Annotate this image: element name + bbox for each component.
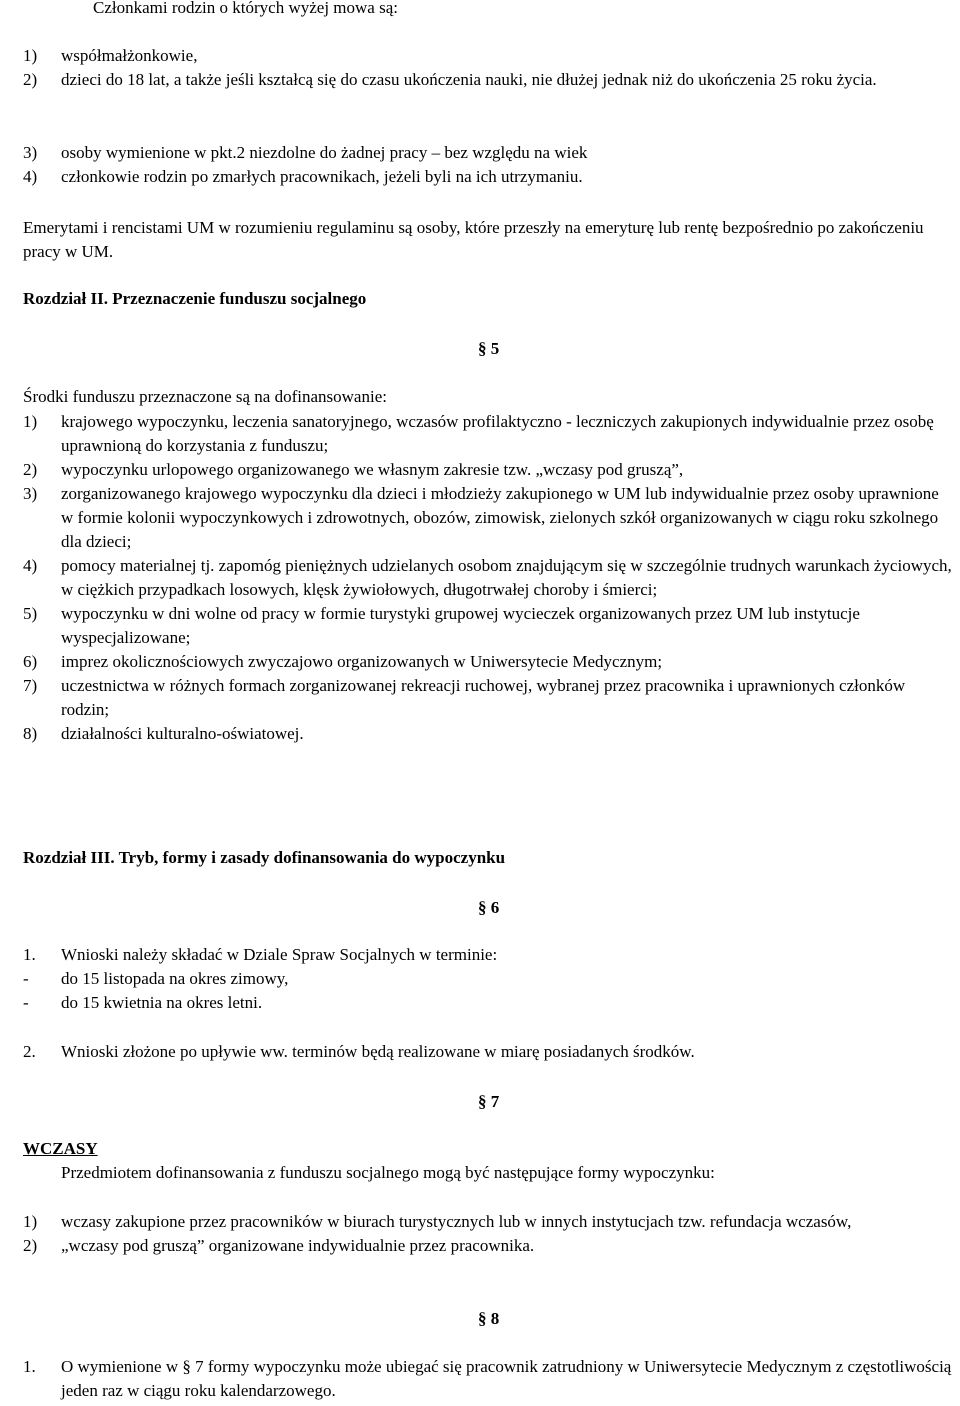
list-item: - do 15 listopada na okres zimowy,	[23, 969, 289, 988]
list-item: 3) osoby wymienione w pkt.2 niezdolne do żadnej pracy – bez względu na wiek	[23, 143, 588, 162]
list-item: 2) dzieci do 18 lat, a także jeśli kształcą się do czasu ukończenia nauki, nie dłużej jednak niż do ukończenia 25 roku życia.	[23, 70, 877, 89]
list-item: 1) krajowego wypoczynku, leczenia sanatoryjnego, wczasów profilaktyczno - leczniczych zakupionych indywidualnie przez osobę uprawnioną do korzystania z funduszu;	[23, 412, 934, 455]
chapter-3-heading: Rozdział III. Tryb, formy i zasady dofinansowania do wypoczynku	[23, 848, 506, 867]
list-item: 6) imprez okolicznościowych zwyczajowo organizowanych w Uniwersytecie Medycznym;	[23, 652, 663, 671]
list-item: 8) działalności kulturalno-oświatowej.	[23, 724, 304, 743]
section-6-list	[23, 943, 953, 1015]
section-7-marker: § 7	[478, 1092, 500, 1111]
list-item: - do 15 kwietnia na okres letni.	[23, 993, 263, 1012]
list-item: 1. O wymienione w § 7 formy wypoczynku może ubiegać się pracownik zatrudniony w Uniwersytecie Medycznym z częstotliwością jeden raz w ciągu roku kalendarzowego.	[23, 1357, 952, 1400]
funds-list	[23, 410, 953, 746]
section-6-marker: § 6	[478, 898, 500, 917]
list-item: 4) pomocy materialnej tj. zapomóg pieniężnych udzielanych osobom znajdującym się w szczególnie trudnych warunkach życiowych, w ciężkich przypadkach losowych, klęsk żywiołowych, długotrwałej choroby i śmierci;	[23, 556, 952, 599]
list-item: 2. Wnioski złożone po upływie ww. terminów będą realizowane w miarę posiadanych środków.	[23, 1042, 695, 1061]
family-members-list-b	[23, 141, 953, 189]
section-8-list	[23, 1355, 953, 1403]
list-item: 1. Wnioski należy składać w Dziale Spraw Socjalnych w terminie:	[23, 945, 498, 964]
list-item: 5) wypoczynku w dni wolne od pracy w formie turystyki grupowej wycieczek organizowanych przez UM lub instytucje wyspecjalizowane;	[23, 604, 860, 647]
list-item: 4) członkowie rodzin po zmarłych pracownikach, jeżeli byli na ich utrzymaniu.	[23, 167, 583, 186]
section-8-marker: § 8	[478, 1309, 500, 1328]
wczasy-list	[23, 1210, 953, 1258]
chapter-2-heading: Rozdział II. Przeznaczenie funduszu socjalnego	[23, 289, 367, 308]
list-item: 3) zorganizowanego krajowego wypoczynku dla dzieci i młodzieży zakupionego w UM lub indywidualnie przez osoby uprawnione w formie kolonii wypoczynkowych i zdrowotnych, obozów, zimowisk, zielonych szkół organizowanych w ciągu roku szkolnego dla dzieci;	[23, 484, 939, 551]
section-5-marker: § 5	[478, 339, 500, 358]
list-item: 1) współmałżonkowie,	[23, 46, 198, 65]
section-6-item-2	[23, 1040, 953, 1064]
family-members-list-a	[23, 44, 953, 92]
wczasy-intro: Przedmiotem dofinansowania z funduszu socjalnego mogą być następujące formy wypoczynku:	[61, 1163, 715, 1182]
family-members-intro: Członkami rodzin o których wyżej mowa są:	[93, 0, 398, 17]
list-item: 2) „wczasy pod gruszą” organizowane indywidualnie przez pracownika.	[23, 1236, 535, 1255]
wczasy-heading: WCZASY	[23, 1139, 98, 1158]
retirees-paragraph: Emerytami i rencistami UM w rozumieniu regulaminu są osoby, które przeszły na emeryturę lub rentę bezpośrednio po zakończeniu pracy w UM.	[23, 218, 924, 261]
list-item: 7) uczestnictwa w różnych formach zorganizowanej rekreacji ruchowej, wybranej przez pracownika i uprawnionych członków rodzin;	[23, 676, 906, 719]
funds-intro: Środki funduszu przeznaczone są na dofinansowanie:	[23, 387, 387, 406]
list-item: 2) wypoczynku urlopowego organizowanego we własnym zakresie tzw. „wczasy pod gruszą”,	[23, 460, 684, 479]
list-item: 1) wczasy zakupione przez pracowników w biurach turystycznych lub w innych instytucjach tzw. refundacja wczasów,	[23, 1212, 852, 1231]
